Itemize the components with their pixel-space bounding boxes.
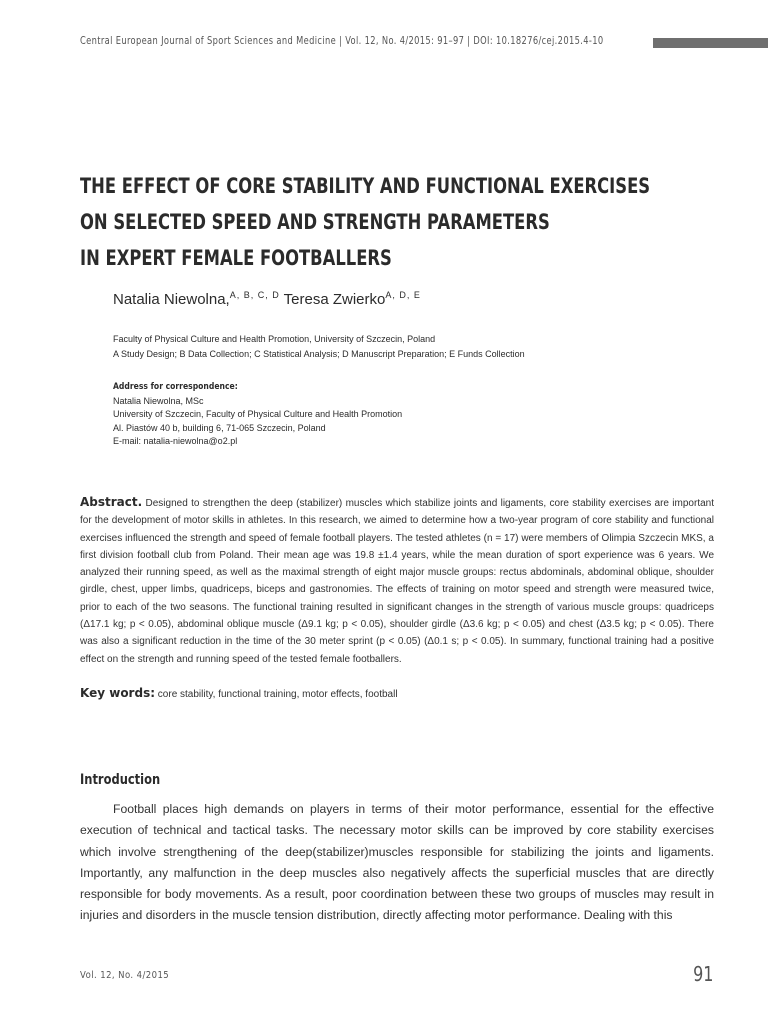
affiliation-contributions: A Study Design; B Data Collection; C Statistical Analysis; D Manuscript Preparation; E Funds Collection <box>113 349 525 359</box>
header-decorative-bar <box>653 38 768 48</box>
footer-issue: Vol. 12, No. 4/2015 <box>80 970 170 981</box>
keywords <box>80 686 398 700</box>
abstract <box>80 494 714 668</box>
author-1-roles: A, B, C, D <box>229 290 280 300</box>
title-line-3: IN EXPERT FEMALE FOOTBALLERS <box>80 246 392 270</box>
abstract-label: Abstract. <box>80 495 143 509</box>
keywords-label: Key words: <box>80 686 156 700</box>
keywords-text: core stability, functional training, motor effects, football <box>157 689 398 700</box>
author-list <box>113 290 421 308</box>
correspondence-email[interactable]: E-mail: natalia-niewolna@o2.pl <box>113 436 238 446</box>
correspondence-block <box>113 380 402 449</box>
title-line-1: THE EFFECT OF CORE STABILITY AND FUNCTIONAL EXERCISES <box>80 174 651 198</box>
article-title <box>80 168 720 276</box>
correspondence-name: Natalia Niewolna, MSc <box>113 395 204 406</box>
affiliation-institution: Faculty of Physical Culture and Health Promotion, University of Szczecin, Poland <box>113 334 436 344</box>
author-2-name: Teresa Zwierko <box>283 291 386 308</box>
author-2-roles: A, D, E <box>385 290 421 300</box>
title-line-2: ON SELECTED SPEED AND STRENGTH PARAMETERS <box>80 210 550 234</box>
page-number: 91 <box>692 962 713 986</box>
running-head: Central European Journal of Sport Sciences and Medicine | Vol. 12, No. 4/2015: 91–97 | DOI: 10.18276/cej.2015.4-10 <box>80 35 604 47</box>
abstract-text: Designed to strengthen the deep (stabilizer) muscles which stabilize joints and ligaments, core stability exercises are important for the development of motor skills in athletes. In this research, we aimed to determine how a two-year program of core stability and functional exercises influenced the strength and speed of female football players. The tested athletes (n = 17) were members of Olimpia Szczecin MKS, a first division football club from Poland. Their mean age was 19.8 ±1.4 years, while the mean duration of sport experience was 6 years. We analyzed their running speed, as well as the maximal strength of eight major muscle groups: rectus abdominals, abdominal oblique, shoulder girdle, chest, upper limbs, quadriceps, biceps and gastronomies. The effects of training on motor speed and strength were measured twice, prior to each of the two seasons. The functional training resulted in significant changes in the strength of various muscle groups: quadriceps (Δ17.1 kg; p < 0.05), abdominal oblique muscle (Δ9.1 kg; p < 0.05), shoulder girdle (Δ3.6 kg; p < 0.05) and chest (Δ3.5 kg; p < 0.05). There was also a significant reduction in the time of the 30 meter sprint (p < 0.05) (Δ0.1 s; p < 0.05). In summary, functional training had a positive effect on the strength and running speed of the tested female footballers. <box>80 498 714 665</box>
correspondence-org: University of Szczecin, Faculty of Physical Culture and Health Promotion <box>113 409 403 419</box>
correspondence-label: Address for correspondence: <box>113 382 238 392</box>
introduction-heading: Introduction <box>80 772 161 788</box>
affiliation-block <box>113 332 525 362</box>
introduction-text: Football places high demands on players in terms of their motor performance, essential for the effective execution of technical and tactical tasks. The necessary motor skills can be improved by core stability exercises which involve strengthening of the deep(stabilizer)muscles responsible for stabilizing the joints and ligaments. Importantly, any malfunction in the deep muscles also negatively affects the superficial muscles that are directly responsible for body movements. As a result, poor coordination between these two groups of muscles may result in injuries and disorders in the muscle tension distribution, directly affecting motor performance. Dealing with this <box>80 802 714 923</box>
correspondence-street: Al. Piastów 40 b, building 6, 71-065 Szczecin, Poland <box>113 422 326 433</box>
author-1-name: Natalia Niewolna, <box>113 291 230 308</box>
